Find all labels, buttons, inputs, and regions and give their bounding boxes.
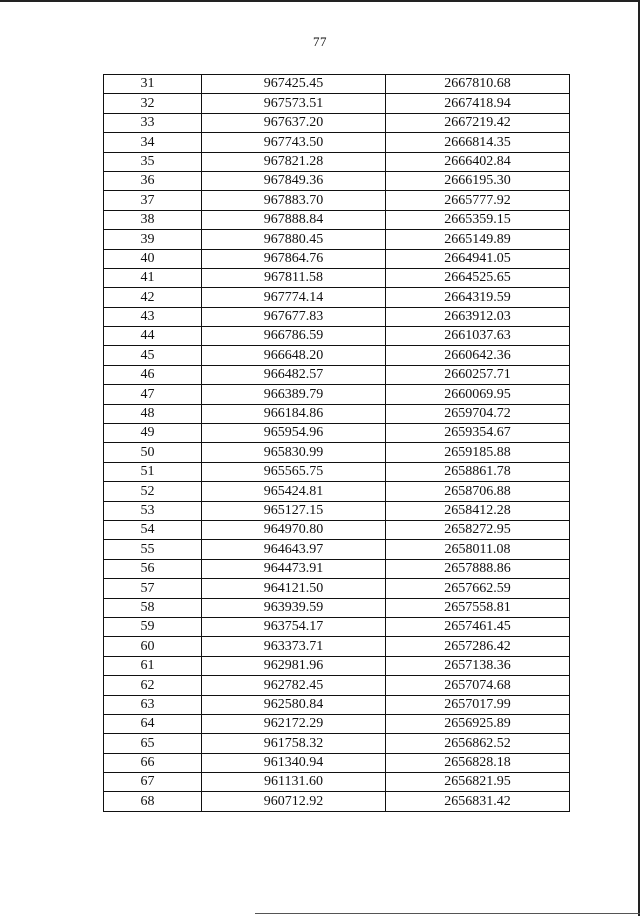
- table-row: [104, 288, 570, 307]
- y-coordinate-cell: 2657286.42: [386, 637, 570, 656]
- x-coordinate-cell: 964643.97: [202, 540, 386, 559]
- table-row: [104, 268, 570, 287]
- point-number-cell: 42: [104, 288, 202, 307]
- point-number-cell: 31: [104, 75, 202, 94]
- x-coordinate-cell: 961131.60: [202, 773, 386, 792]
- x-coordinate-cell: 967883.70: [202, 191, 386, 210]
- table-row: [104, 424, 570, 443]
- y-coordinate-cell: 2658011.08: [386, 540, 570, 559]
- y-coordinate-cell: 2657888.86: [386, 559, 570, 578]
- table-row: [104, 327, 570, 346]
- x-coordinate-cell: 967811.58: [202, 268, 386, 287]
- y-coordinate-cell: 2656925.89: [386, 714, 570, 733]
- y-coordinate-cell: 2658861.78: [386, 462, 570, 481]
- x-coordinate-cell: 961340.94: [202, 753, 386, 772]
- table-row: [104, 385, 570, 404]
- table-row: [104, 249, 570, 268]
- page-number: 77: [313, 34, 327, 49]
- x-coordinate-cell: 966389.79: [202, 385, 386, 404]
- point-number-cell: 68: [104, 792, 202, 811]
- x-coordinate-cell: 964473.91: [202, 559, 386, 578]
- y-coordinate-cell: 2664525.65: [386, 268, 570, 287]
- x-coordinate-cell: 966648.20: [202, 346, 386, 365]
- point-number-cell: 41: [104, 268, 202, 287]
- table-row: [104, 482, 570, 501]
- table-row: [104, 210, 570, 229]
- table-row: [104, 346, 570, 365]
- table-row: [104, 637, 570, 656]
- point-number-cell: 48: [104, 404, 202, 423]
- table-row: [104, 94, 570, 113]
- point-number-cell: 47: [104, 385, 202, 404]
- y-coordinate-cell: 2660257.71: [386, 365, 570, 384]
- table-row: [104, 152, 570, 171]
- y-coordinate-cell: 2667810.68: [386, 75, 570, 94]
- table-row: [104, 133, 570, 152]
- x-coordinate-cell: 967849.36: [202, 171, 386, 190]
- table-row: [104, 230, 570, 249]
- y-coordinate-cell: 2663912.03: [386, 307, 570, 326]
- x-coordinate-cell: 967425.45: [202, 75, 386, 94]
- y-coordinate-cell: 2664319.59: [386, 288, 570, 307]
- y-coordinate-cell: 2665359.15: [386, 210, 570, 229]
- table-row: [104, 75, 570, 94]
- point-number-cell: 65: [104, 734, 202, 753]
- x-coordinate-cell: 965565.75: [202, 462, 386, 481]
- table-row: [104, 792, 570, 811]
- table-row: [104, 714, 570, 733]
- table-row: [104, 191, 570, 210]
- point-number-cell: 39: [104, 230, 202, 249]
- point-number-cell: 54: [104, 520, 202, 539]
- x-coordinate-cell: 960712.92: [202, 792, 386, 811]
- y-coordinate-cell: 2660069.95: [386, 385, 570, 404]
- point-number-cell: 67: [104, 773, 202, 792]
- x-coordinate-cell: 966786.59: [202, 327, 386, 346]
- point-number-cell: 61: [104, 656, 202, 675]
- point-number-cell: 62: [104, 676, 202, 695]
- y-coordinate-cell: 2659704.72: [386, 404, 570, 423]
- x-coordinate-cell: 962580.84: [202, 695, 386, 714]
- table-row: [104, 307, 570, 326]
- coordinate-table: [103, 74, 570, 812]
- y-coordinate-cell: 2665149.89: [386, 230, 570, 249]
- point-number-cell: 38: [104, 210, 202, 229]
- point-number-cell: 51: [104, 462, 202, 481]
- x-coordinate-cell: 966482.57: [202, 365, 386, 384]
- y-coordinate-cell: 2657662.59: [386, 579, 570, 598]
- x-coordinate-cell: 962981.96: [202, 656, 386, 675]
- x-coordinate-cell: 962782.45: [202, 676, 386, 695]
- point-number-cell: 60: [104, 637, 202, 656]
- point-number-cell: 66: [104, 753, 202, 772]
- x-coordinate-cell: 967880.45: [202, 230, 386, 249]
- table-row: [104, 676, 570, 695]
- point-number-cell: 64: [104, 714, 202, 733]
- table-row: [104, 617, 570, 636]
- x-coordinate-cell: 967743.50: [202, 133, 386, 152]
- x-coordinate-cell: 967888.84: [202, 210, 386, 229]
- table-row: [104, 753, 570, 772]
- table-row: [104, 734, 570, 753]
- point-number-cell: 34: [104, 133, 202, 152]
- point-number-cell: 58: [104, 598, 202, 617]
- y-coordinate-cell: 2659354.67: [386, 424, 570, 443]
- y-coordinate-cell: 2667418.94: [386, 94, 570, 113]
- y-coordinate-cell: 2657017.99: [386, 695, 570, 714]
- coordinate-table-body: [104, 75, 570, 812]
- y-coordinate-cell: 2656862.52: [386, 734, 570, 753]
- y-coordinate-cell: 2665777.92: [386, 191, 570, 210]
- table-row: [104, 656, 570, 675]
- point-number-cell: 63: [104, 695, 202, 714]
- y-coordinate-cell: 2659185.88: [386, 443, 570, 462]
- y-coordinate-cell: 2661037.63: [386, 327, 570, 346]
- x-coordinate-cell: 967774.14: [202, 288, 386, 307]
- x-coordinate-cell: 964121.50: [202, 579, 386, 598]
- x-coordinate-cell: 967864.76: [202, 249, 386, 268]
- x-coordinate-cell: 964970.80: [202, 520, 386, 539]
- point-number-cell: 45: [104, 346, 202, 365]
- y-coordinate-cell: 2658412.28: [386, 501, 570, 520]
- table-row: [104, 443, 570, 462]
- table-row: [104, 462, 570, 481]
- point-number-cell: 43: [104, 307, 202, 326]
- table-row: [104, 598, 570, 617]
- y-coordinate-cell: 2658706.88: [386, 482, 570, 501]
- point-number-cell: 35: [104, 152, 202, 171]
- x-coordinate-cell: 967573.51: [202, 94, 386, 113]
- point-number-cell: 49: [104, 424, 202, 443]
- y-coordinate-cell: 2664941.05: [386, 249, 570, 268]
- y-coordinate-cell: 2666402.84: [386, 152, 570, 171]
- x-coordinate-cell: 967677.83: [202, 307, 386, 326]
- x-coordinate-cell: 962172.29: [202, 714, 386, 733]
- table-row: [104, 540, 570, 559]
- x-coordinate-cell: 963373.71: [202, 637, 386, 656]
- x-coordinate-cell: 967821.28: [202, 152, 386, 171]
- x-coordinate-cell: 963754.17: [202, 617, 386, 636]
- table-row: [104, 365, 570, 384]
- y-coordinate-cell: 2657558.81: [386, 598, 570, 617]
- point-number-cell: 59: [104, 617, 202, 636]
- x-coordinate-cell: 967637.20: [202, 113, 386, 132]
- x-coordinate-cell: 961758.32: [202, 734, 386, 753]
- table-row: [104, 501, 570, 520]
- point-number-cell: 52: [104, 482, 202, 501]
- table-row: [104, 695, 570, 714]
- point-number-cell: 33: [104, 113, 202, 132]
- point-number-cell: 36: [104, 171, 202, 190]
- x-coordinate-cell: 965424.81: [202, 482, 386, 501]
- x-coordinate-cell: 965830.99: [202, 443, 386, 462]
- table-row: [104, 559, 570, 578]
- point-number-cell: 37: [104, 191, 202, 210]
- table-row: [104, 113, 570, 132]
- y-coordinate-cell: 2666814.35: [386, 133, 570, 152]
- table-row: [104, 520, 570, 539]
- point-number-cell: 44: [104, 327, 202, 346]
- y-coordinate-cell: 2656831.42: [386, 792, 570, 811]
- page-edge-bottom: [255, 913, 640, 914]
- point-number-cell: 50: [104, 443, 202, 462]
- table-row: [104, 171, 570, 190]
- point-number-cell: 53: [104, 501, 202, 520]
- point-number-cell: 56: [104, 559, 202, 578]
- x-coordinate-cell: 963939.59: [202, 598, 386, 617]
- point-number-cell: 46: [104, 365, 202, 384]
- y-coordinate-cell: 2667219.42: [386, 113, 570, 132]
- point-number-cell: 55: [104, 540, 202, 559]
- y-coordinate-cell: 2656828.18: [386, 753, 570, 772]
- page-edge-top: [0, 0, 640, 2]
- y-coordinate-cell: 2666195.30: [386, 171, 570, 190]
- table-row: [104, 579, 570, 598]
- point-number-cell: 57: [104, 579, 202, 598]
- x-coordinate-cell: 966184.86: [202, 404, 386, 423]
- y-coordinate-cell: 2660642.36: [386, 346, 570, 365]
- table-row: [104, 404, 570, 423]
- y-coordinate-cell: 2658272.95: [386, 520, 570, 539]
- point-number-cell: 32: [104, 94, 202, 113]
- point-number-cell: 40: [104, 249, 202, 268]
- y-coordinate-cell: 2657461.45: [386, 617, 570, 636]
- x-coordinate-cell: 965954.96: [202, 424, 386, 443]
- table-row: [104, 773, 570, 792]
- y-coordinate-cell: 2657138.36: [386, 656, 570, 675]
- x-coordinate-cell: 965127.15: [202, 501, 386, 520]
- y-coordinate-cell: 2656821.95: [386, 773, 570, 792]
- y-coordinate-cell: 2657074.68: [386, 676, 570, 695]
